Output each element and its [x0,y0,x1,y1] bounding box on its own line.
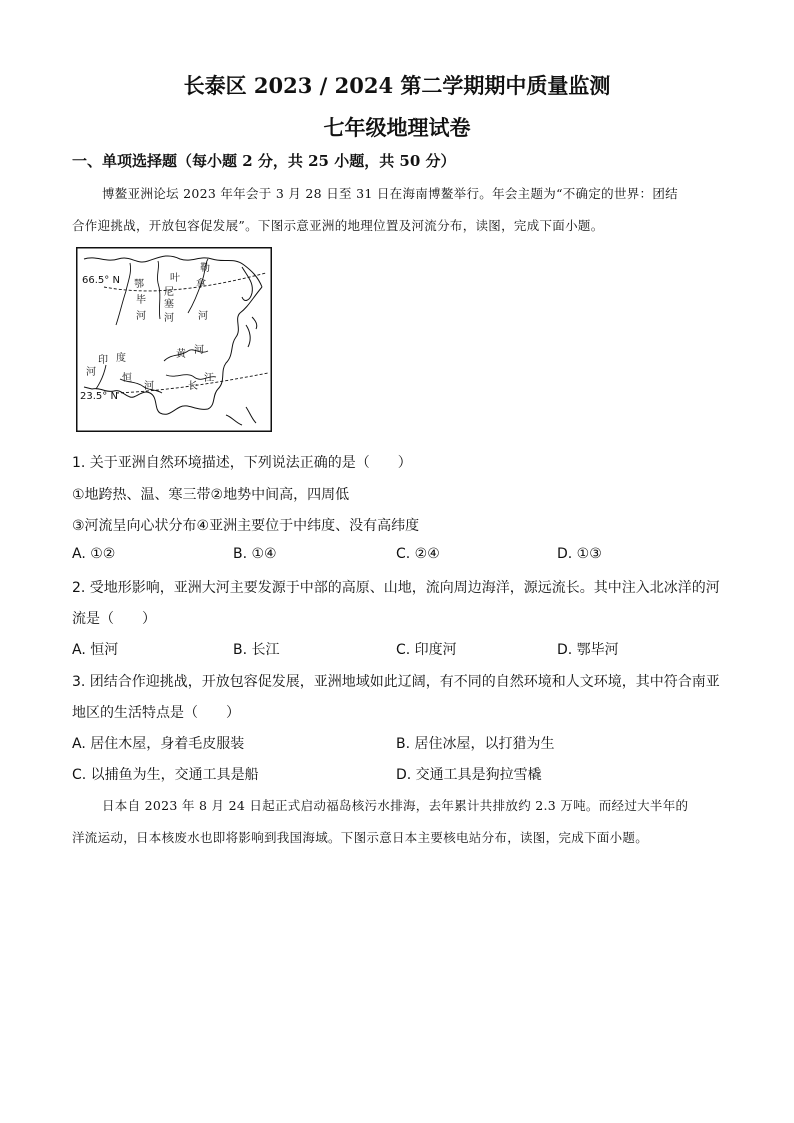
yellow-river-label-1: 黄 [176,349,186,360]
q3-option-a: A. 居住木屋，身着毛皮服装 [72,736,245,752]
q1-option-b: B. ①④ [233,546,277,562]
q3-option-b: B. 居住冰屋，以打猎为生 [396,736,555,752]
yenisei-label-3: 塞 [164,299,174,310]
q3-stem-line-1: 3. 团结合作迎挑战，开放包容促发展，亚洲地域如此辽阔，有不同的自然环境和人文环境，其中符合南亚 [72,674,720,690]
yenisei-label-1: 叶 [170,273,180,284]
q3-stem-line-2: 地区的生活特点是（ ） [72,705,240,721]
yangtze-label-2: 江 [204,373,214,384]
passage-2-line-1: 日本自 2023 年 8 月 24 日起正式启动福岛核污水排海，去年累计共排放约 2.3 万吨。而经过大半年的 [102,798,689,813]
q2-option-c: C. 印度河 [396,642,457,658]
ganges-label-1: 恒 [122,373,132,384]
q1-option-c: C. ②④ [396,546,440,562]
q3-option-d: D. 交通工具是狗拉雪橇 [396,767,542,783]
yangtze-label-1: 长 [188,381,198,392]
indus-label-1: 印 [98,355,108,366]
asia-river-map [76,247,272,432]
indus-label-2: 度 [116,353,126,364]
passage-1-line-2: 合作迎挑战，开放包容促发展”。下图示意亚洲的地理位置及河流分布，读图，完成下面小题。 [72,218,604,233]
q3-option-c: C. 以捕鱼为生，交通工具是船 [72,767,259,783]
q2-stem-line-2: 流是（ ） [72,611,156,627]
passage-1-line-1: 博鳌亚洲论坛 2023 年年会于 3 月 28 日至 31 日在海南博鳌举行。年会主题为“不确定的世界：团结 [102,186,678,201]
q1-statement-2: ③河流呈向心状分布④亚洲主要位于中纬度、没有高纬度 [72,518,420,534]
q2-option-d: D. 鄂毕河 [557,642,619,658]
yenisei-label-4: 河 [164,313,174,324]
ganges-label-2: 河 [144,381,154,392]
q2-stem-line-1: 2. 受地形影响，亚洲大河主要发源于中部的高原、山地，流向周边海洋，源远流长。其中注入北冰洋的河 [72,580,720,596]
arctic-circle-label: 66.5° N [82,275,120,286]
lena-label-1: 勒 [200,263,210,274]
passage-2-line-2: 洋流运动，日本核废水也即将影响到我国海域。下图示意日本主要核电站分布，读图，完成下面小题。 [72,830,649,845]
lena-label-3: 河 [198,311,208,322]
page-subtitle: 七年级地理试卷 [323,115,471,140]
q2-option-a: A. 恒河 [72,642,119,658]
yellow-river-label-2: 河 [194,345,204,356]
q1-stem: 1. 关于亚洲自然环境描述，下列说法正确的是（ ） [72,455,412,471]
yenisei-label-2: 尼 [164,287,174,298]
ob-label-3: 河 [136,311,146,322]
passage-1 [72,178,722,242]
q1-statement-1: ①地跨热、温、寒三带②地势中间高，四周低 [72,487,350,503]
q1-option-a: A. ①② [72,546,116,562]
lena-label-2: 拿 [196,279,206,290]
q2-option-b: B. 长江 [233,642,280,658]
q1-option-d: D. ①③ [557,546,602,562]
tropic-of-cancer-label: 23.5° N [80,391,118,402]
ob-label-1: 鄂 [134,279,144,290]
passage-2 [72,790,722,854]
ob-label-2: 毕 [136,295,146,306]
page-title: 长泰区 2023 / 2024 第二学期期中质量监测 [183,73,611,98]
indus-label-3: 河 [86,367,96,378]
section-heading: 一、单项选择题（每小题 2 分，共 25 小题，共 50 分） [72,152,456,170]
